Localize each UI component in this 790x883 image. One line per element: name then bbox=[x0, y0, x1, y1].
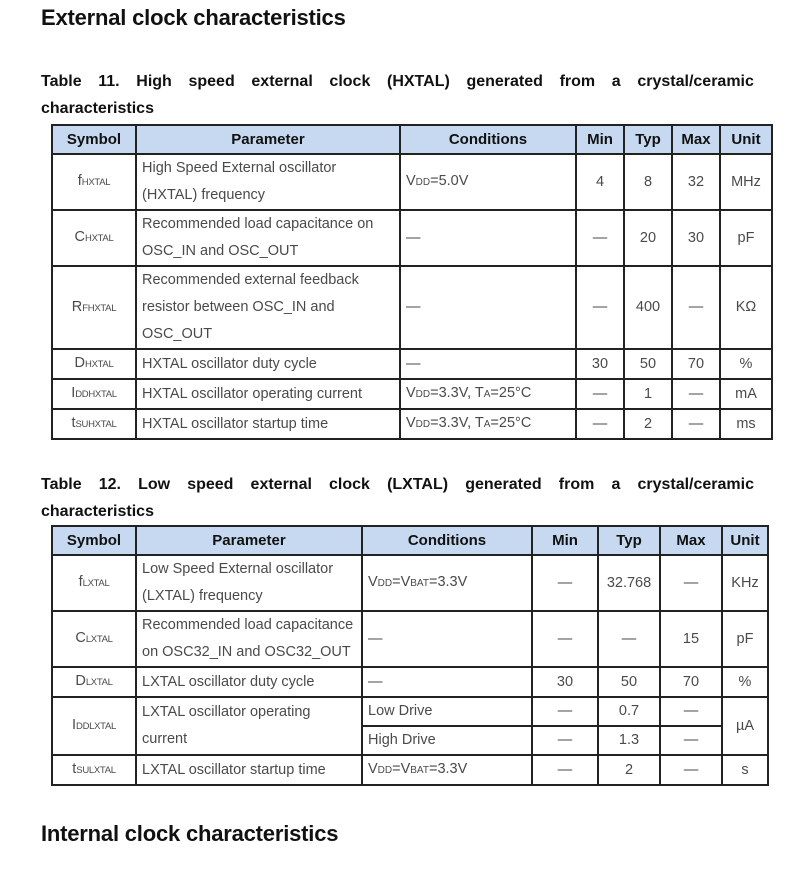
symbol-cell: IDDLXTAL bbox=[52, 697, 136, 755]
min-cell: 30 bbox=[532, 667, 598, 697]
max-cell: 30 bbox=[672, 210, 720, 266]
min-cell: — bbox=[576, 210, 624, 266]
caption-word: generated bbox=[466, 73, 543, 90]
caption-word: external bbox=[251, 73, 313, 90]
conditions-cell: VDD=VBAT=3.3V bbox=[362, 555, 532, 611]
typ-cell: 2 bbox=[624, 409, 672, 439]
table12-caption-line2: characteristics bbox=[41, 503, 154, 520]
section-heading-external-clock: External clock characteristics bbox=[41, 5, 346, 30]
unit-cell: % bbox=[720, 349, 772, 379]
parameter-cell: Recommended external feedback resistor between OSC_IN and OSC_OUT bbox=[136, 266, 400, 349]
header-min: Min bbox=[576, 125, 624, 154]
unit-cell: mA bbox=[720, 379, 772, 409]
caption-word: speed bbox=[188, 73, 235, 90]
typ-cell: 20 bbox=[624, 210, 672, 266]
symbol-cell: CLXTAL bbox=[52, 611, 136, 667]
conditions-cell: — bbox=[362, 667, 532, 697]
symbol-cell: CHXTAL bbox=[52, 210, 136, 266]
min-cell: — bbox=[532, 555, 598, 611]
table-row bbox=[52, 611, 768, 667]
conditions-cell: VDD=5.0V bbox=[400, 154, 576, 210]
unit-cell: µA bbox=[722, 697, 768, 755]
table-row bbox=[52, 755, 768, 785]
conditions-cell: — bbox=[362, 611, 532, 667]
conditions-cell: VDD=VBAT=3.3V bbox=[362, 755, 532, 785]
header-parameter: Parameter bbox=[136, 125, 400, 154]
max-cell: — bbox=[660, 755, 722, 785]
table-row bbox=[52, 667, 768, 697]
table-header-row bbox=[52, 125, 772, 154]
caption-word: (LXTAL) bbox=[387, 476, 449, 493]
symbol-cell: RFHXTAL bbox=[52, 266, 136, 349]
table12-lxtal bbox=[51, 525, 769, 786]
typ-cell: 50 bbox=[624, 349, 672, 379]
table11-hxtal bbox=[51, 124, 773, 440]
caption-word: Table bbox=[41, 476, 82, 493]
table-row bbox=[52, 409, 772, 439]
typ-cell: 32.768 bbox=[598, 555, 660, 611]
unit-cell: pF bbox=[722, 611, 768, 667]
table-header-row bbox=[52, 526, 768, 555]
max-cell: — bbox=[672, 379, 720, 409]
conditions-cell: VDD=3.3V, TA=25°C bbox=[400, 409, 576, 439]
caption-word: Low bbox=[138, 476, 171, 493]
min-cell: — bbox=[576, 379, 624, 409]
max-cell: 32 bbox=[672, 154, 720, 210]
parameter-cell: HXTAL oscillator startup time bbox=[136, 409, 400, 439]
min-cell: — bbox=[532, 726, 598, 755]
parameter-cell: LXTAL oscillator operating current bbox=[136, 697, 362, 755]
symbol-cell: tSULXTAL bbox=[52, 755, 136, 785]
conditions-cell: VDD=3.3V, TA=25°C bbox=[400, 379, 576, 409]
header-symbol: Symbol bbox=[52, 125, 136, 154]
unit-cell: pF bbox=[720, 210, 772, 266]
table12-caption-line1 bbox=[41, 471, 754, 498]
max-cell: — bbox=[660, 726, 722, 755]
caption-word: clock bbox=[329, 476, 370, 493]
conditions-cell: — bbox=[400, 349, 576, 379]
parameter-cell: Recommended load capacitance on OSC32_IN and OSC32_OUT bbox=[136, 611, 362, 667]
header-parameter: Parameter bbox=[136, 526, 362, 555]
caption-word: generated bbox=[465, 476, 542, 493]
caption-word: crystal/ceramic bbox=[637, 476, 754, 493]
parameter-cell: Low Speed External oscillator (LXTAL) frequency bbox=[136, 555, 362, 611]
max-cell: — bbox=[672, 266, 720, 349]
max-cell: — bbox=[660, 697, 722, 726]
header-min: Min bbox=[532, 526, 598, 555]
caption-word: a bbox=[611, 73, 621, 90]
caption-word: a bbox=[611, 476, 621, 493]
table-row bbox=[52, 379, 772, 409]
section-heading-internal-clock: Internal clock characteristics bbox=[41, 821, 339, 846]
min-cell: — bbox=[532, 755, 598, 785]
symbol-cell: DHXTAL bbox=[52, 349, 136, 379]
table-row bbox=[52, 349, 772, 379]
min-cell: 30 bbox=[576, 349, 624, 379]
caption-word: 11. bbox=[98, 73, 120, 90]
parameter-cell: HXTAL oscillator duty cycle bbox=[136, 349, 400, 379]
min-cell: 4 bbox=[576, 154, 624, 210]
table12-caption bbox=[41, 471, 754, 525]
caption-word: speed bbox=[187, 476, 234, 493]
table11-caption-line2: characteristics bbox=[41, 100, 154, 117]
typ-cell: 0.7 bbox=[598, 697, 660, 726]
max-cell: — bbox=[660, 555, 722, 611]
min-cell: — bbox=[532, 697, 598, 726]
symbol-cell: fLXTAL bbox=[52, 555, 136, 611]
header-unit: Unit bbox=[720, 125, 772, 154]
typ-cell: 400 bbox=[624, 266, 672, 349]
max-cell: 70 bbox=[660, 667, 722, 697]
typ-cell: 8 bbox=[624, 154, 672, 210]
header-typ: Typ bbox=[598, 526, 660, 555]
unit-cell: % bbox=[722, 667, 768, 697]
typ-cell: 1 bbox=[624, 379, 672, 409]
parameter-cell: High Speed External oscillator (HXTAL) frequency bbox=[136, 154, 400, 210]
typ-cell: — bbox=[598, 611, 660, 667]
caption-word: crystal/ceramic bbox=[637, 73, 754, 90]
caption-word: clock bbox=[329, 73, 371, 90]
conditions-cell: Low Drive bbox=[362, 697, 532, 726]
max-cell: 15 bbox=[660, 611, 722, 667]
unit-cell: ms bbox=[720, 409, 772, 439]
table-row bbox=[52, 697, 768, 726]
table-row bbox=[52, 154, 772, 210]
table11-caption bbox=[41, 68, 754, 122]
header-max: Max bbox=[672, 125, 720, 154]
symbol-cell: fHXTAL bbox=[52, 154, 136, 210]
header-typ: Typ bbox=[624, 125, 672, 154]
caption-word: (HXTAL) bbox=[387, 73, 450, 90]
header-conditions: Conditions bbox=[362, 526, 532, 555]
header-symbol: Symbol bbox=[52, 526, 136, 555]
unit-cell: MHz bbox=[720, 154, 772, 210]
typ-cell: 2 bbox=[598, 755, 660, 785]
parameter-cell: LXTAL oscillator duty cycle bbox=[136, 667, 362, 697]
unit-cell: s bbox=[722, 755, 768, 785]
conditions-cell: High Drive bbox=[362, 726, 532, 755]
caption-word: from bbox=[558, 476, 595, 493]
table-row bbox=[52, 210, 772, 266]
max-cell: 70 bbox=[672, 349, 720, 379]
parameter-cell: HXTAL oscillator operating current bbox=[136, 379, 400, 409]
max-cell: — bbox=[672, 409, 720, 439]
header-max: Max bbox=[660, 526, 722, 555]
conditions-cell: — bbox=[400, 266, 576, 349]
header-conditions: Conditions bbox=[400, 125, 576, 154]
caption-word: 12. bbox=[98, 476, 121, 493]
symbol-cell: IDDHXTAL bbox=[52, 379, 136, 409]
min-cell: — bbox=[532, 611, 598, 667]
caption-word: external bbox=[250, 476, 312, 493]
symbol-cell: DLXTAL bbox=[52, 667, 136, 697]
min-cell: — bbox=[576, 266, 624, 349]
caption-word: High bbox=[136, 73, 172, 90]
table-row bbox=[52, 555, 768, 611]
unit-cell: KΩ bbox=[720, 266, 772, 349]
symbol-cell: tSUHXTAL bbox=[52, 409, 136, 439]
table11-caption-line1 bbox=[41, 68, 754, 95]
caption-word: from bbox=[559, 73, 596, 90]
caption-word: Table bbox=[41, 73, 82, 90]
conditions-cell: — bbox=[400, 210, 576, 266]
parameter-cell: Recommended load capacitance on OSC_IN and OSC_OUT bbox=[136, 210, 400, 266]
table-row bbox=[52, 266, 772, 349]
header-unit: Unit bbox=[722, 526, 768, 555]
min-cell: — bbox=[576, 409, 624, 439]
typ-cell: 50 bbox=[598, 667, 660, 697]
parameter-cell: LXTAL oscillator startup time bbox=[136, 755, 362, 785]
typ-cell: 1.3 bbox=[598, 726, 660, 755]
unit-cell: KHz bbox=[722, 555, 768, 611]
